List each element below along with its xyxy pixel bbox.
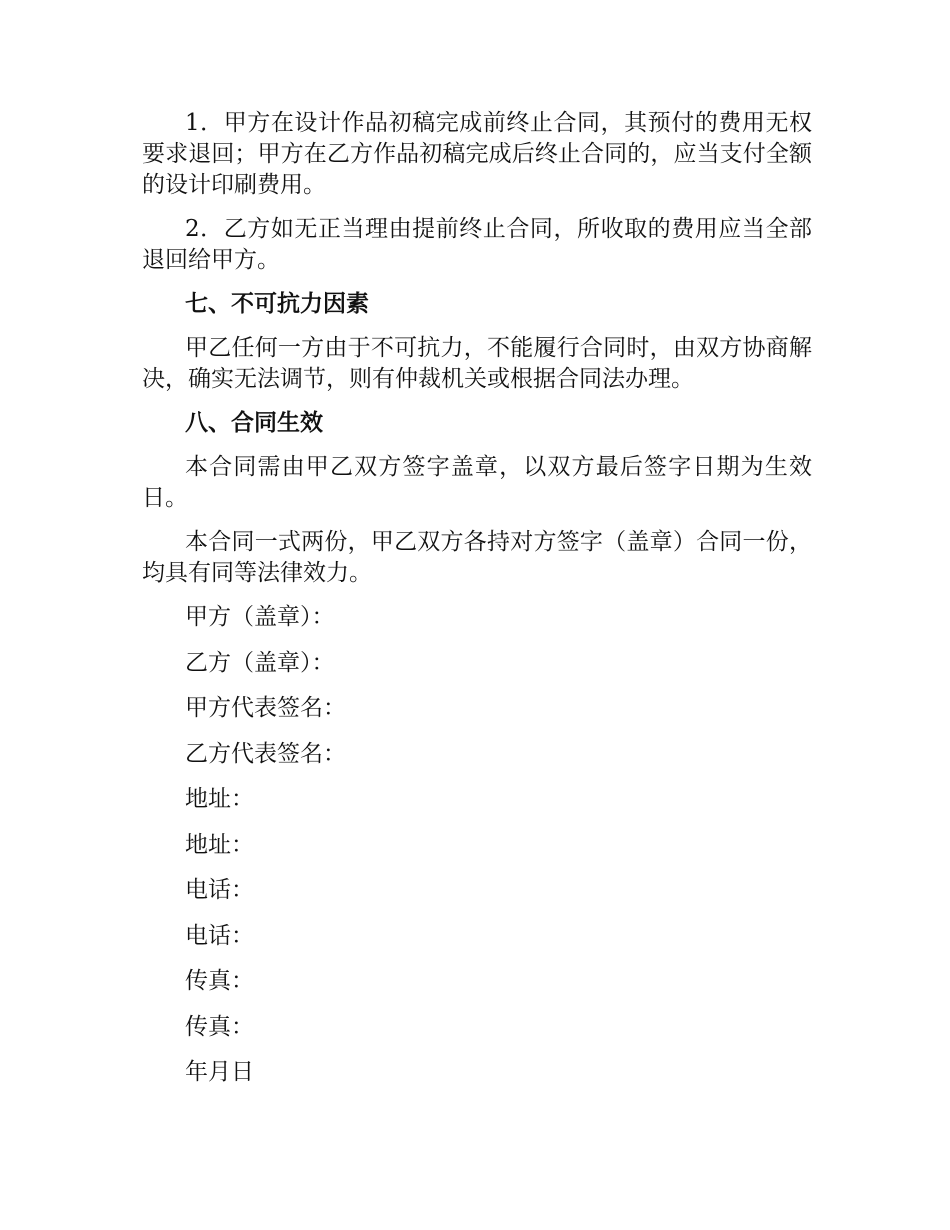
section-8-heading: 八、合同生效	[185, 410, 323, 436]
date-field: 年月日	[185, 1059, 254, 1085]
party-b-address-field: 地址：	[185, 831, 254, 858]
party-b-representative-field: 乙方代表签名：	[185, 740, 346, 767]
party-a-address-field: 地址：	[185, 786, 254, 812]
party-b-fax-field: 传真：	[185, 1013, 254, 1040]
document-page	[142, 108, 812, 1103]
party-a-seal-field: 甲方（盖章）：	[185, 604, 335, 630]
party-a-representative-field: 甲方代表签名：	[185, 695, 346, 721]
signature-block	[142, 602, 812, 1088]
party-b-seal-field: 乙方（盖章）：	[185, 649, 335, 676]
section-8-text-1: 本合同需由甲乙双方签字盖章，以双方最后签字日期为生效日。	[142, 454, 812, 511]
party-a-phone-field: 电话：	[185, 877, 254, 903]
section-7-text: 甲乙任何一方由于不可抗力，不能履行合同时，由双方协商解决，确实无法调节，则有仲裁机关或根据合同法办理。	[142, 335, 812, 392]
party-a-fax-field: 传真：	[185, 968, 254, 994]
section-7-heading: 七、不可抗力因素	[185, 291, 369, 317]
termination-clause-2: 2．乙方如无正当理由提前终止合同，所收取的费用应当全部退回给甲方。	[142, 216, 812, 273]
termination-clause-1: 1．甲方在设计作品初稿完成前终止合同，其预付的费用无权要求退回；甲方在乙方作品初稿完成后终止合同的，应当支付全额的设计印刷费用。	[142, 110, 812, 198]
section-8-text-2: 本合同一式两份，甲乙双方各持对方签字（盖章）合同一份，均具有同等法律效力。	[142, 529, 812, 586]
party-b-phone-field: 电话：	[185, 922, 254, 949]
